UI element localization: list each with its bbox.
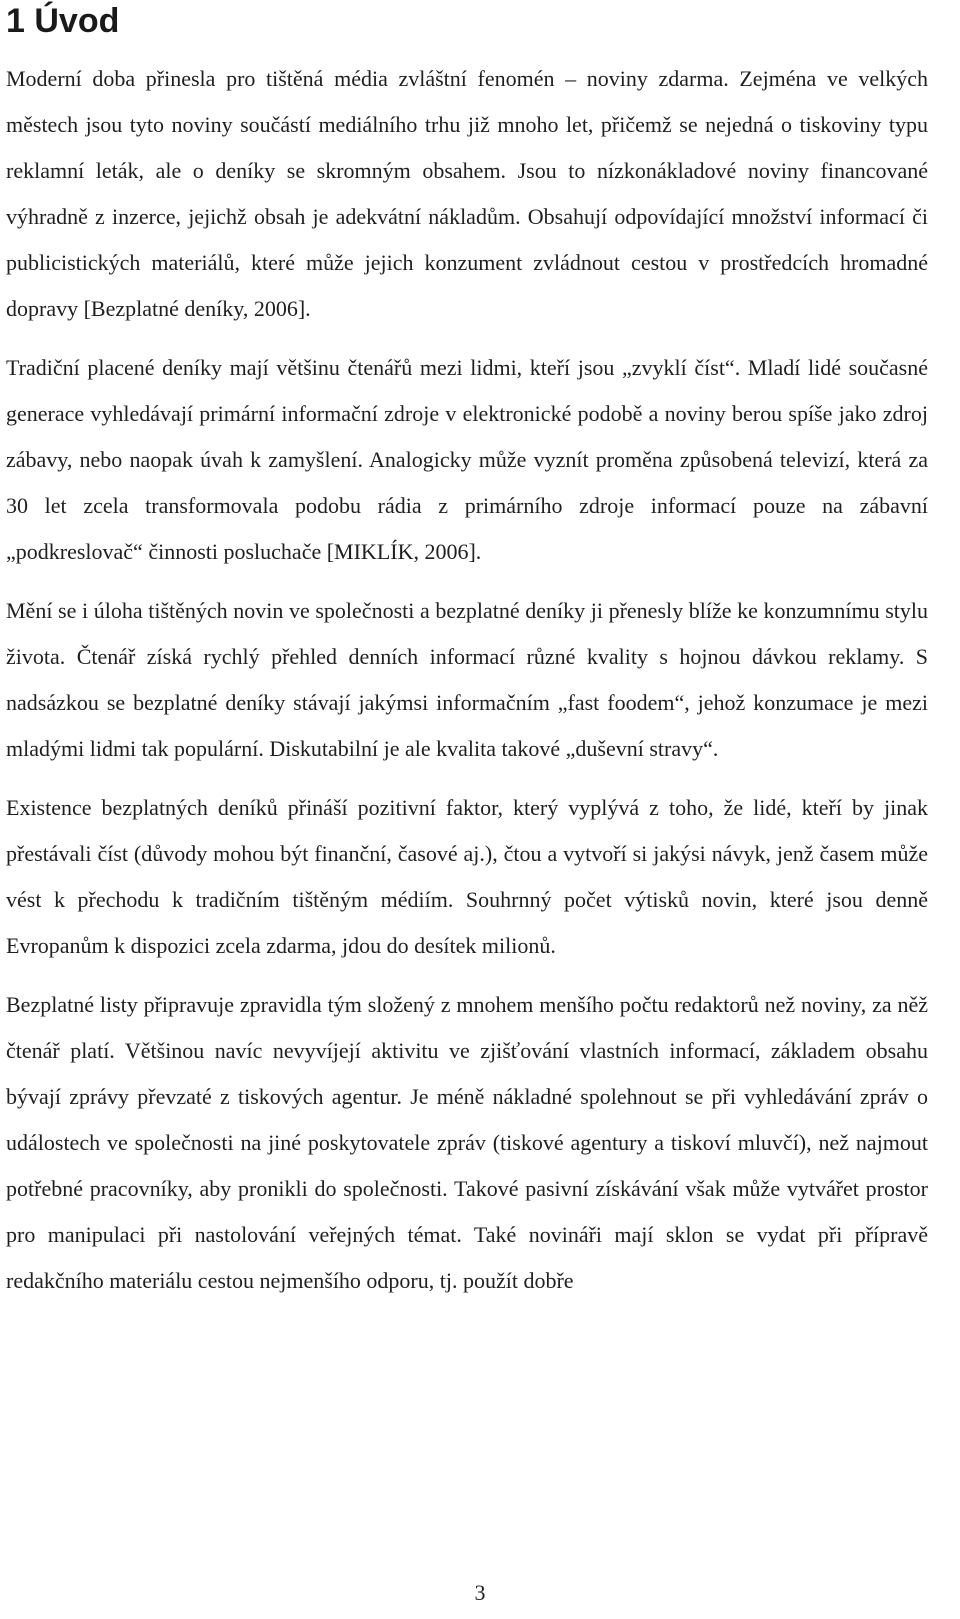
- paragraph-4: Existence bezplatných deníků přináší pozitivní faktor, který vyplývá z toho, že lidé, kteří by jinak přestávali číst (důvody mohou být finanční, časové aj.), čtou a vytvoří si jakýsi návyk, jenž časem může vést k přechodu k tradičním tištěným médiím. Souhrnný počet výtisků novin, které jsou denně Evropanům k dispozici zcela zdarma, jdou do desítek milionů.: [6, 795, 928, 958]
- paragraph-3: Mění se i úloha tištěných novin ve společnosti a bezplatné deníky ji přenesly blíže ke konzumnímu stylu života. Čtenář získá rychlý přehled denních informací různé kvality s hojnou dávkou reklamy. S nadsázkou se bezplatné deníky stávají jakýmsi informačním „fast foodem“, jehož konzumace je mezi mladými lidmi tak populární. Diskutabilní je ale kvalita takové „duševní stravy“.: [6, 598, 928, 761]
- paragraph-1: Moderní doba přinesla pro tištěná média zvláštní fenomén – noviny zdarma. Zejména ve velkých městech jsou tyto noviny součástí mediálního trhu již mnoho let, přičemž se nejedná o tiskoviny typu reklamní leták, ale o deníky se skromným obsahem. Jsou to nízkonákladové noviny financované výhradně z inzerce, jejichž obsah je adekvátní nákladům. Obsahují odpovídající množství informací či publicistických materiálů, které může jejich konzument zvládnout cestou v prostředcích hromadné dopravy [Bezplatné deníky, 2006].: [6, 66, 928, 321]
- page-number: 3: [474, 1580, 486, 1605]
- body-text: [6, 56, 928, 1304]
- paragraph-2: Tradiční placené deníky mají většinu čtenářů mezi lidmi, kteří jsou „zvyklí číst“. Mladí lidé současné generace vyhledávají primární informační zdroje v elektronické podobě a noviny berou spíše jako zdroj zábavy, nebo naopak úvah k zamyšlení. Analogicky může vyznít proměna způsobená televizí, která za 30 let zcela transformovala podobu rádia z primárního zdroje informací pouze na zábavní „podkreslovač“ činnosti posluchače [MIKLÍK, 2006].: [6, 355, 928, 564]
- chapter-heading: 1 Úvod: [6, 2, 120, 40]
- paragraph-5: Bezplatné listy připravuje zpravidla tým složený z mnohem menšího počtu redaktorů než noviny, za něž čtenář platí. Většinou navíc nevyvíjejí aktivitu ve zjišťování vlastních informací, základem obsahu bývají zprávy převzaté z tiskových agentur. Je méně nákladné spolehnout se při vyhledávání zpráv o událostech ve společnosti na jiné poskytovatele zpráv (tiskové agentury a tiskoví mluvčí), než najmout potřebné pracovníky, aby pronikli do společnosti. Takové pasivní získávání však může vytvářet prostor pro manipulaci při nastolování veřejných témat. Také novináři mají sklon se vydat při přípravě redakčního materiálu cestou nejmenšího odporu, tj. použít dobře: [6, 992, 928, 1293]
